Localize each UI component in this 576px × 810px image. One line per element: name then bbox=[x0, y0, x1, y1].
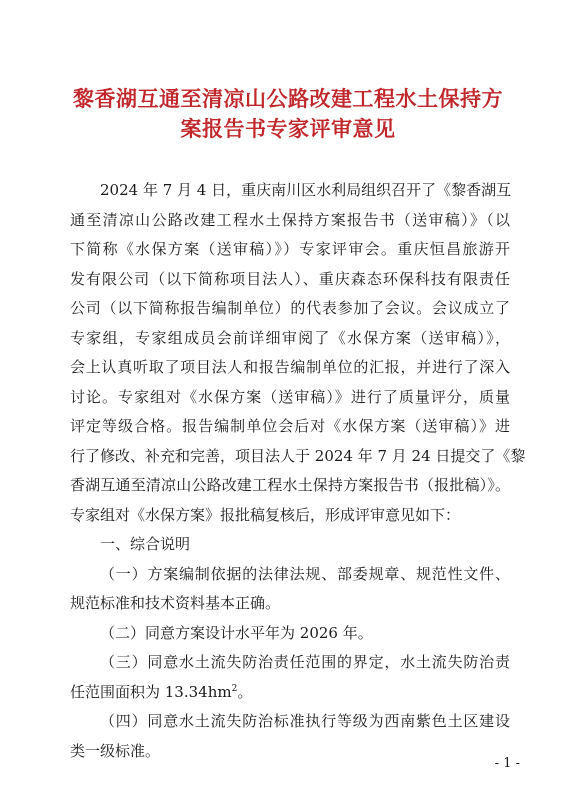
section-heading: 一、综合说明 bbox=[100, 535, 191, 553]
paragraph-line: 通至清凉山公路改建工程水土保持方案报告书（送审稿）》（以 bbox=[70, 210, 510, 229]
document-body bbox=[70, 176, 526, 766]
paragraph-line: 香湖互通至清凉山公路改建工程水土保持方案报告书（报批稿）》。 bbox=[70, 476, 510, 494]
paragraph-line: 公司（以下简称报告编制单位）的代表参加了会议。会议成立了 bbox=[70, 299, 510, 317]
area-text: 任范围面积为 13.34hm bbox=[70, 682, 232, 701]
paragraph-line: （四）同意水土流失防治标准执行等级为西南紫色土区建设 bbox=[100, 712, 510, 730]
paragraph-line: 发有限公司（以下简称项目法人）、重庆森态环保科技有限责任 bbox=[70, 269, 510, 288]
paragraph-line-with-superscript bbox=[70, 678, 510, 708]
page-number: - 1 - bbox=[494, 756, 520, 771]
paragraph-line: 行了修改、补充和完善，项目法人于 2024 年 7 月 24 日提交了《黎 bbox=[70, 446, 526, 465]
paragraph-line: 下简称《水保方案（送审稿）》）专家评审会。重庆恒昌旅游开 bbox=[70, 240, 510, 258]
title-line: 黎香湖互通至清凉山公路改建工程水土保持方 bbox=[73, 87, 503, 111]
superscript: 2 bbox=[231, 683, 238, 694]
title-line: 案报告书专家评审意见 bbox=[180, 117, 396, 141]
paragraph-line: 2024 年 7 月 4 日，重庆南川区水利局组织召开了《黎香湖互 bbox=[100, 181, 512, 199]
paragraph-line: 会上认真听取了项目法人和报告编制单位的汇报，并进行了深入 bbox=[70, 358, 510, 376]
paragraph-line: 类一级标准。 bbox=[70, 741, 161, 760]
paragraph-line: 专家组对《水保方案》报批稿复核后，形成评审意见如下： bbox=[70, 505, 461, 524]
paragraph-line: 评定等级合格。报告编制单位会后对《水保方案（送审稿）》进 bbox=[70, 417, 510, 435]
period-text: 。 bbox=[237, 682, 253, 701]
paragraph-line: （二）同意方案设计水平年为 2026 年。 bbox=[100, 623, 373, 642]
paragraph-line: 讨论。专家组对《水保方案（送审稿）》进行了质量评分，质量 bbox=[70, 387, 510, 406]
paragraph-line: （一）方案编制依据的法律法规、部委规章、规范性文件、 bbox=[100, 564, 510, 583]
paragraph-line: 专家组，专家组成员会前详细审阅了《水保方案（送审稿）》， bbox=[70, 328, 510, 347]
document-title bbox=[60, 84, 516, 144]
paragraph-line: （三）同意水土流失防治责任范围的界定，水土流失防治责 bbox=[100, 653, 510, 671]
paragraph-line: 规范标准和技术资料基本正确。 bbox=[70, 594, 281, 612]
